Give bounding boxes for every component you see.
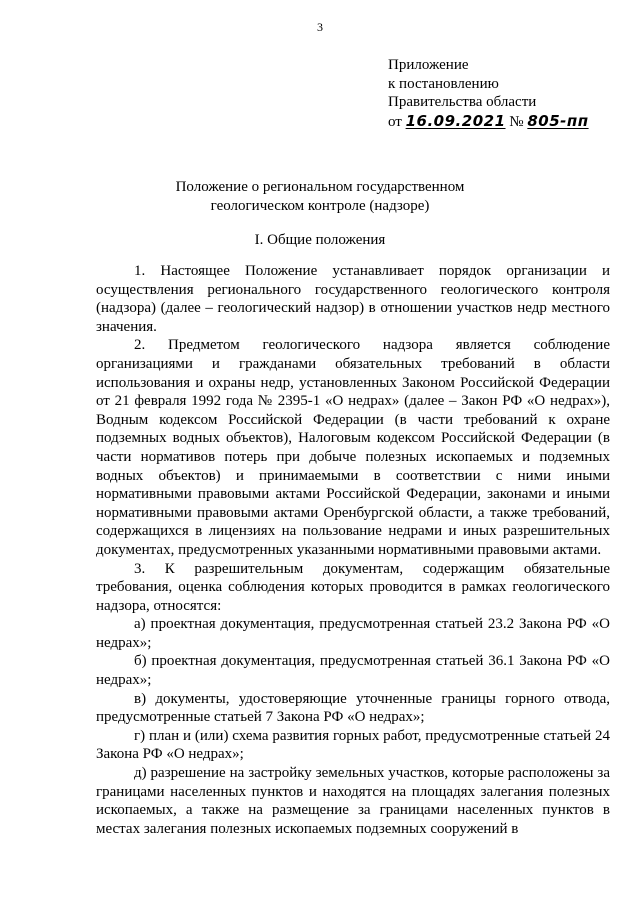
body-text bbox=[96, 262, 610, 838]
paragraph-3: 3. К разрешительным документам, содержащим обязательные требования, оценка соблюдения которых проводится в рамках геологического надзора, относятся: bbox=[96, 560, 610, 614]
appendix-line-2: к постановлению bbox=[388, 75, 499, 92]
section-heading: I. Общие положения bbox=[254, 232, 386, 248]
handwritten-date: 16.09.2021 bbox=[405, 111, 506, 130]
document-title bbox=[0, 178, 640, 215]
paragraph-item-v: в) документы, удостоверяющие уточненные границы горного отвода, предусмотренные статьей 7 Закона РФ «О недрах»; bbox=[96, 690, 610, 726]
paragraph-item-d: д) разрешение на застройку земельных участков, которые расположены за границами населенных пунктов и находятся на площадях залегания полезных ископаемых, а также на размещение за границами населенных пунктов в местах залегания полезных ископаемых подземных сооружений в bbox=[96, 765, 610, 837]
appendix-block bbox=[388, 56, 628, 131]
title-line-2: геологическом контроле (надзоре) bbox=[210, 197, 430, 214]
appendix-date-line bbox=[388, 112, 628, 132]
paragraph-item-g: г) план и (или) схема развития горных работ, предусмотренные статьей 24 Закона РФ «О недрах»; bbox=[96, 727, 610, 763]
paragraph-item-b: б) проектная документация, предусмотренная статьей 36.1 Закона РФ «О недрах»; bbox=[96, 653, 610, 689]
appendix-line-3: Правительства области bbox=[388, 94, 537, 110]
page-number: 3 bbox=[317, 20, 323, 34]
date-prefix: от bbox=[388, 113, 402, 130]
number-prefix: № bbox=[509, 113, 524, 130]
paragraph-1: 1. Настоящее Положение устанавливает порядок организации и осуществления регионального государственного геологического контроля (надзора) (далее – геологический надзор) в отношении участков недр местного значения. bbox=[96, 263, 610, 335]
appendix-line-1: Приложение bbox=[388, 57, 469, 73]
paragraph-item-a: а) проектная документация, предусмотренная статьей 23.2 Закона РФ «О недрах»; bbox=[96, 616, 610, 651]
handwritten-number: 805-пп bbox=[527, 111, 589, 130]
title-line-1: Положение о региональном государственном bbox=[175, 179, 465, 195]
paragraph-2: 2. Предметом геологического надзора является соблюдение организациями и гражданами обязательных требований в области использования и охраны недр, установленных Законом Российской Федерации от 21 февраля 1992 года № 2395-1 «О недрах» (далее – Закон РФ «О недрах»), Водным кодексом Российской Федерации (в части требований к охране подземных водных объектов), Налоговым кодексом Российской Федерации (в части нормативов потерь при добыче полезных ископаемых и подземных водных объектов) и принимаемыми в соответствии с ними иными нормативными правовыми актами Российской Федерации, законами и иными нормативными правовыми актами Оренбургской области, а также требований, содержащихся в лицензиях на пользование недрами и иных разрешительных документах, предусмотренных указанными нормативными правовыми актами. bbox=[96, 337, 610, 558]
